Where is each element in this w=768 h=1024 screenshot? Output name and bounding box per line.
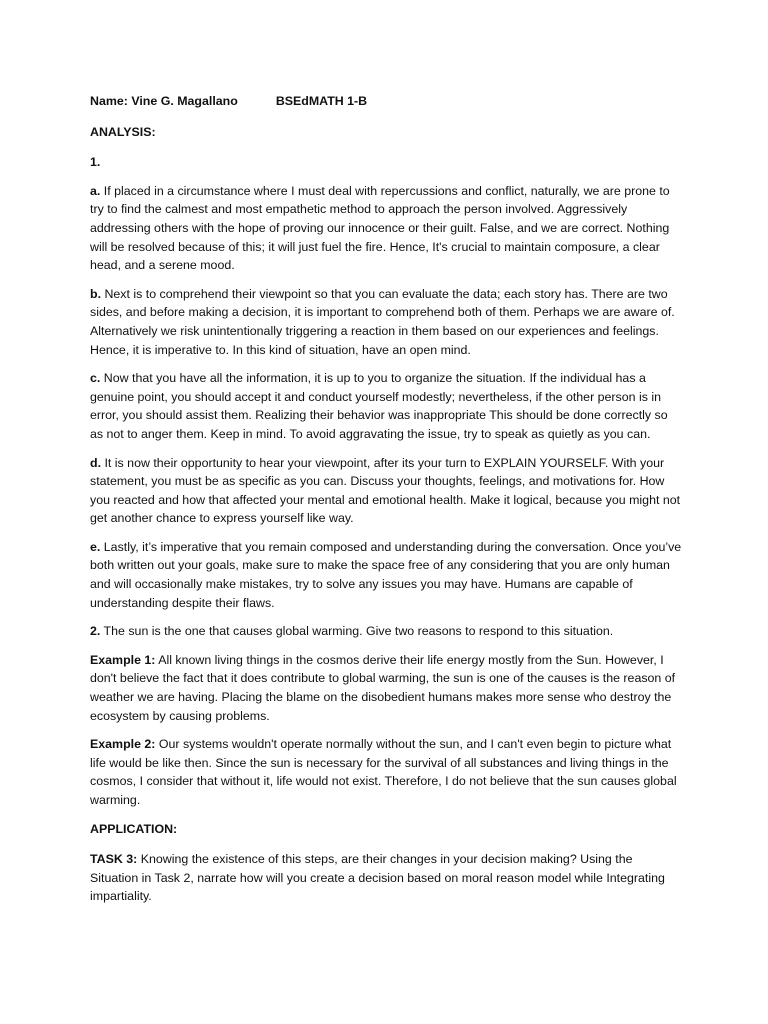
task-3-label: TASK 3:	[90, 852, 138, 867]
task-3	[90, 850, 682, 906]
answer-1d	[90, 454, 682, 528]
answer-1a	[90, 182, 682, 275]
answer-1c	[90, 369, 682, 443]
course-section: BSEdMATH 1-B	[275, 94, 368, 108]
student-header	[90, 92, 682, 111]
question-2	[90, 622, 682, 641]
answer-1d-text: It is now their opportunity to hear your viewpoint, after its your turn to EXPLAIN YOURSELF. With your statement, you must be as specific as you can. Discuss your thoughts, feelings, and motivations for. How you reacted and how that affected your mental and emotional health. Make it logical, because you might not get another chance to express yourself like way.	[90, 455, 681, 526]
task-3-text: Knowing the existence of this steps, are their changes in your decision making? Using the Situation in Task 2, narrate how will you create a decision based on moral reason model while Integrating impartiality.	[90, 852, 665, 904]
answer-1a-label: a.	[90, 183, 101, 198]
answer-1c-text: Now that you have all the information, it is up to you to organize the situation. If the individual has a genuine point, you should accept it and conduct yourself modestly; nevertheless, if the other person is in error, you should assist them. Realizing their behavior was inappropriate This should be done correctly so as not to anger them. Keep in mind. To avoid aggravating the issue, try to speak as quietly as you can.	[90, 371, 668, 441]
example-1-label: Example 1:	[90, 652, 156, 667]
answer-1b-label: b.	[90, 286, 102, 301]
application-heading: APPLICATION:	[90, 821, 178, 836]
question-2-text: The sun is the one that causes global warming. Give two reasons to respond to this situation.	[100, 624, 614, 639]
example-2	[90, 735, 682, 809]
example-2-text: Our systems wouldn't operate normally without the sun, and I can't even begin to picture what life would be like then. Since the sun is necessary for the survival of all substances and living things in the cosmos, I consider that without it, life would not exist. Therefore, I do not believe that the sun causes global warming.	[90, 737, 677, 807]
student-name: Name: Vine G. Magallano	[90, 94, 238, 108]
example-1-text: All known living things in the cosmos derive their life energy mostly from the Sun. However, I don't believe the fact that it does contribute to global warming, the sun is one of the causes is the reason of weather we are having. Placing the blame on the disobedient humans makes more sense who destroy the ecosystem by causing problems.	[90, 652, 676, 723]
answer-1b-text: Next is to comprehend their viewpoint so that you can evaluate the data; each story has. There are two sides, and before making a decision, it is important to comprehend both of them. Perhaps we are aware of. Alternatively we risk unintentionally triggering a reaction in them based on our experiences and feelings. Hence, it is imperative to. In this kind of situation, have an open mind.	[90, 286, 675, 357]
answer-1e-text: Lastly, it’s imperative that you remain composed and understanding during the conversation. Once you’ve both written out your goals, make sure to make the space free of any considering that you are only human and will occasionally make mistakes, try to solve any issues you may have. Humans are capable of understanding despite their flaws.	[90, 539, 682, 610]
answer-1c-label: c.	[90, 371, 101, 386]
answer-1e-label: e.	[90, 539, 101, 554]
example-1	[90, 651, 682, 725]
answer-1a-text: If placed in a circumstance where I must deal with repercussions and conflict, naturally, we are prone to try to find the calmest and most empathetic method to approach the person involved. Aggressively addressing others with the hope of proving our innocence or their guilt. False, and we are correct. Nothing will be resolved because of this; it will just fuel the fire. Hence, It's crucial to maintain composure, a clear head, and a serene mood.	[90, 183, 670, 273]
question-2-label: 2.	[90, 624, 101, 639]
document-page	[90, 92, 682, 916]
analysis-heading: ANALYSIS:	[90, 124, 156, 139]
example-2-label: Example 2:	[90, 737, 156, 752]
answer-1e	[90, 538, 682, 612]
question-1-number: 1.	[90, 155, 101, 170]
answer-1b	[90, 285, 682, 359]
answer-1d-label: d.	[90, 455, 102, 470]
